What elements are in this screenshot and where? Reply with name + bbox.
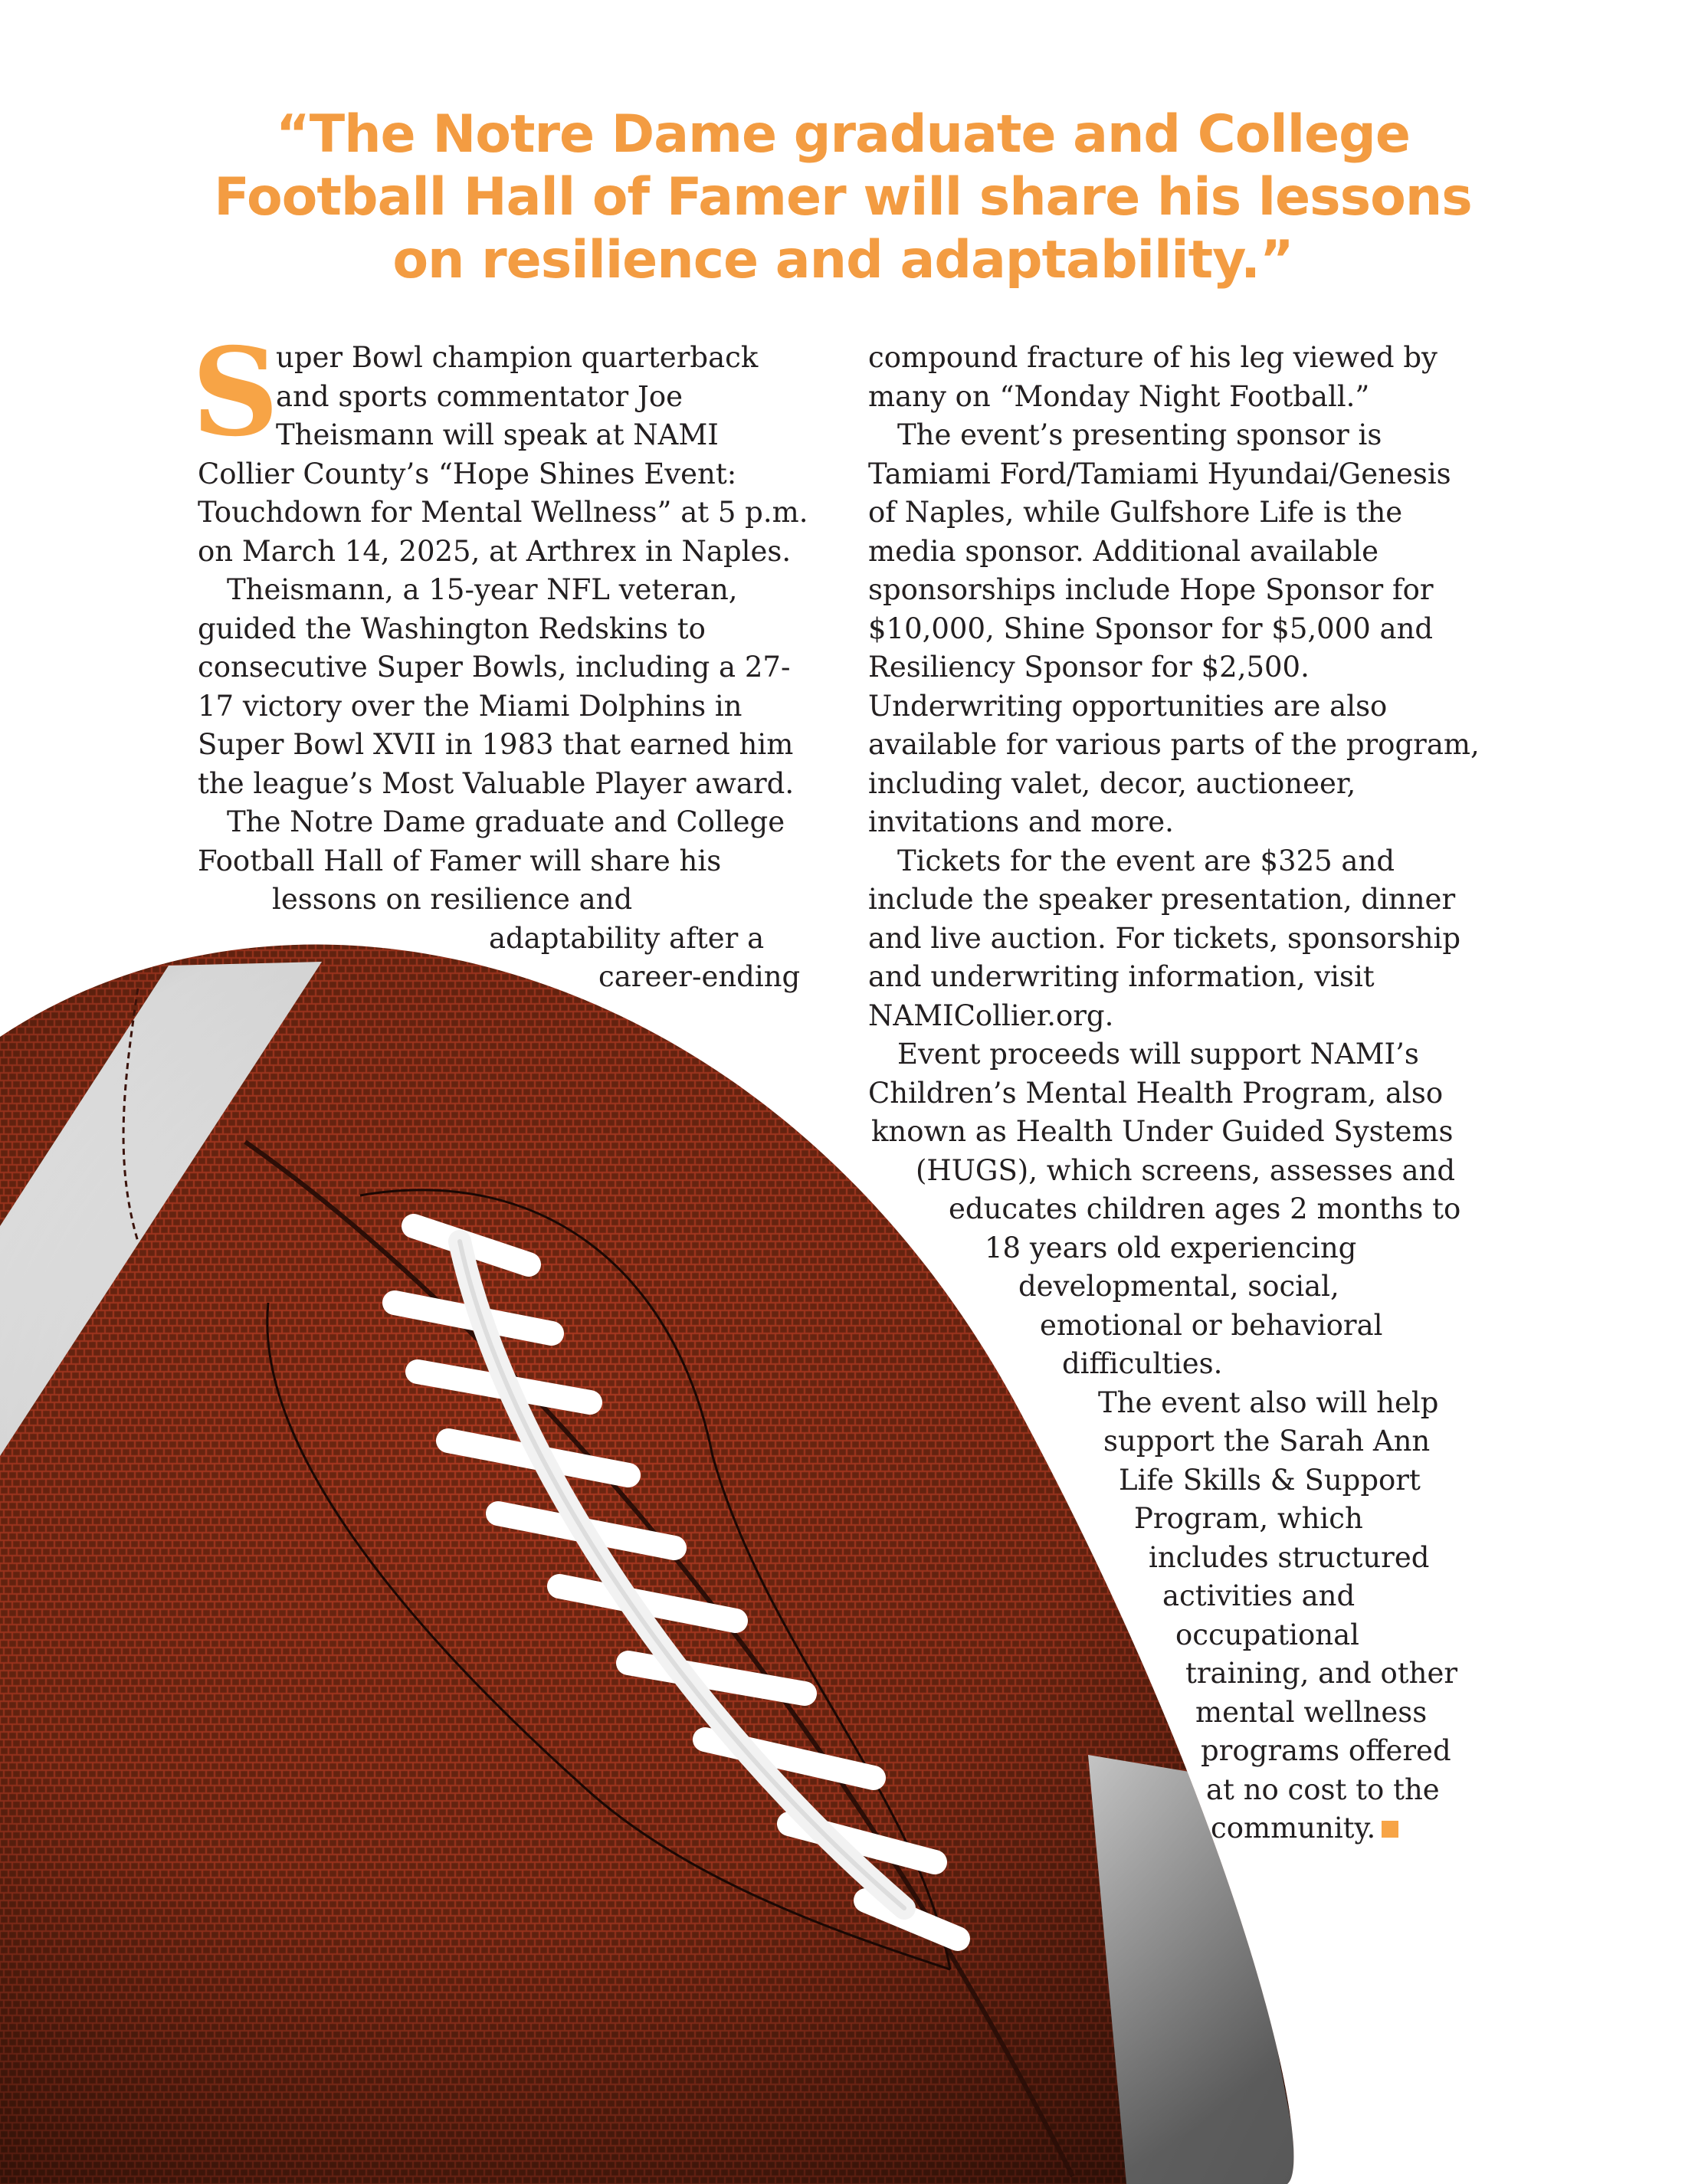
article-line: educates children ages 2 months to bbox=[949, 1192, 1461, 1225]
article-line: programs offered bbox=[1201, 1734, 1451, 1767]
article-line: and underwriting information, visit bbox=[868, 960, 1375, 993]
article-line: Event proceeds will support NAMI’s bbox=[897, 1038, 1419, 1071]
article-line: Theismann, a 15-year NFL veteran, bbox=[227, 573, 738, 606]
article-line: Program, which bbox=[1134, 1502, 1363, 1535]
article-line: NAMICollier.org. bbox=[868, 999, 1114, 1032]
article-line: sponsorships include Hope Sponsor for bbox=[868, 573, 1434, 606]
article-line: Football Hall of Famer will share his bbox=[198, 844, 722, 877]
article-line: Resiliency Sponsor for $2,500. bbox=[868, 651, 1310, 684]
article-line: occupational bbox=[1175, 1618, 1359, 1651]
article-line: uper Bowl champion quarterback bbox=[276, 341, 759, 374]
article-line: on March 14, 2025, at Arthrex in Naples. bbox=[198, 534, 792, 568]
article-line: Touchdown for Mental Wellness” at 5 p.m. bbox=[198, 496, 808, 529]
article-line: (HUGS), which screens, assesses and bbox=[916, 1153, 1456, 1187]
article-line: training, and other bbox=[1185, 1657, 1458, 1690]
article-line: 17 victory over the Miami Dolphins in bbox=[198, 689, 743, 723]
article-line: including valet, decor, auctioneer, bbox=[868, 766, 1356, 800]
article-line: Children’s Mental Health Program, also bbox=[868, 1076, 1444, 1110]
article-line: developmental, social, bbox=[1018, 1270, 1339, 1303]
article-right-column bbox=[868, 339, 1497, 1848]
article-line: available for various parts of the program, bbox=[868, 728, 1480, 761]
article-line: support the Sarah Ann bbox=[1103, 1425, 1431, 1458]
pull-quote-line: on resilience and adaptability.” bbox=[392, 230, 1293, 290]
article-line: known as Health Under Guided Systems bbox=[871, 1115, 1454, 1148]
article-line: guided the Washington Redskins to bbox=[198, 612, 706, 645]
article-line: of Naples, while Gulfshore Life is the bbox=[868, 496, 1403, 529]
article-line: media sponsor. Additional available bbox=[868, 534, 1379, 568]
article-line: Tamiami Ford/Tamiami Hyundai/Genesis bbox=[868, 457, 1451, 490]
pull-quote-line: “The Notre Dame graduate and College bbox=[276, 104, 1410, 165]
drop-cap: S bbox=[192, 322, 280, 464]
article-line: career-ending bbox=[598, 960, 801, 993]
article-line: The Notre Dame graduate and College bbox=[227, 805, 785, 838]
end-mark-icon bbox=[1382, 1821, 1398, 1838]
article-left-column bbox=[198, 339, 811, 997]
article-line: The event also will help bbox=[1098, 1385, 1439, 1419]
article-line: Life Skills & Support bbox=[1119, 1463, 1421, 1497]
article-line: and sports commentator Joe bbox=[276, 379, 684, 413]
article-line: activities and bbox=[1162, 1579, 1356, 1612]
article-line: Collier County’s “Hope Shines Event: bbox=[198, 457, 737, 490]
article-line: Underwriting opportunities are also bbox=[868, 689, 1388, 723]
article-last-line bbox=[868, 1809, 1497, 1848]
article-line: consecutive Super Bowls, including a 27- bbox=[198, 651, 791, 684]
article-line: Theismann will speak at NAMI bbox=[276, 418, 719, 451]
article-line: invitations and more. bbox=[868, 805, 1174, 838]
article-line: lessons on resilience and bbox=[272, 883, 633, 916]
article-line: mental wellness bbox=[1195, 1695, 1428, 1729]
article-line: community. bbox=[1211, 1812, 1376, 1845]
article-line: emotional or behavioral bbox=[1040, 1308, 1383, 1342]
article-line: $10,000, Shine Sponsor for $5,000 and bbox=[868, 612, 1434, 645]
article-line: many on “Monday Night Football.” bbox=[868, 379, 1370, 413]
article-line: The event’s presenting sponsor is bbox=[897, 418, 1382, 451]
article-line: include the speaker presentation, dinner bbox=[868, 883, 1456, 916]
article-line: includes structured bbox=[1149, 1540, 1430, 1574]
pull-quote bbox=[138, 103, 1548, 292]
article-line: Super Bowl XVII in 1983 that earned him bbox=[198, 728, 794, 761]
article-line: 18 years old experiencing bbox=[985, 1231, 1357, 1264]
article-line: adaptability after a bbox=[489, 921, 765, 955]
article-line: Tickets for the event are $325 and bbox=[897, 844, 1395, 877]
article-line: at no cost to the bbox=[1206, 1772, 1440, 1806]
pull-quote-line: Football Hall of Famer will share his lessons bbox=[214, 167, 1472, 228]
article-line: compound fracture of his leg viewed by bbox=[868, 341, 1437, 374]
article-line: difficulties. bbox=[1062, 1347, 1223, 1380]
article-line: the league’s Most Valuable Player award. bbox=[198, 766, 795, 800]
article-line: and live auction. For tickets, sponsorship bbox=[868, 921, 1461, 955]
